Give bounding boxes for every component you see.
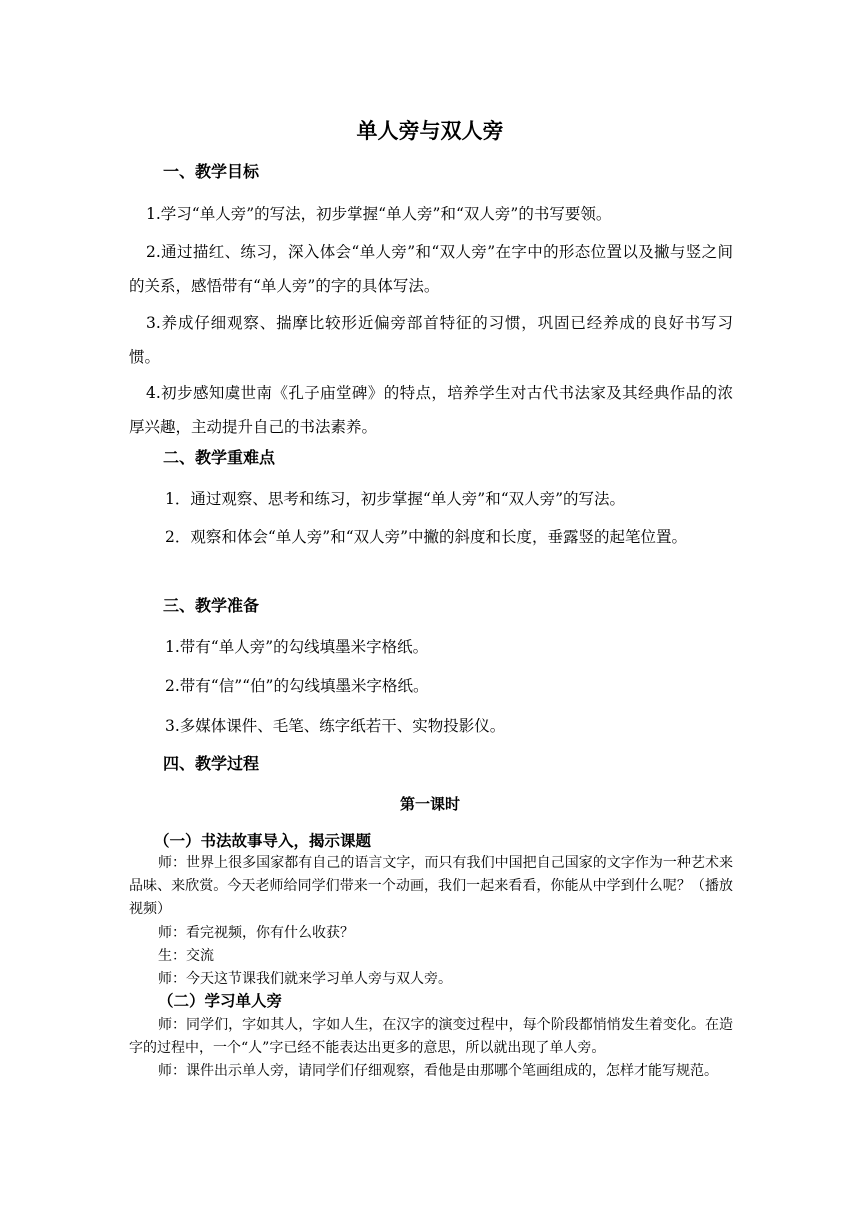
section-heading-preparation: 三、教学准备 [163, 596, 260, 615]
dialogue-line: 生：交流 [158, 948, 214, 964]
preparation-item-3: 3.多媒体课件、毛笔、练字纸若干、实物投影仪。 [165, 717, 506, 735]
key-point-item-1: 1．通过观察、思考和练习，初步掌握“单人旁”和“双人旁”的写法。 [165, 490, 626, 508]
goal-item-4: 4.初步感知虞世南《孔子庙堂碑》的特点，培养学生对古代书法家及其经典作品的浓厚兴趣，主动提升自己的书法素养。 [129, 384, 733, 436]
preparation-item-1: 1.带有“单人旁”的勾线填墨米字格纸。 [165, 638, 429, 656]
section-heading-process: 四、教学过程 [163, 754, 260, 773]
dialogue-line: 师：课件出示单人旁，请同学们仔细观察，看他是由那哪个笔画组成的，怎样才能写规范。 [158, 1063, 718, 1079]
section-heading-goals: 一、教学目标 [163, 162, 260, 181]
dialogue-line: 师：世界上很多国家都有自己的语言文字，而只有我们中国把自己国家的文字作为一种艺术来品味、来欣赏。今天老师给同学们带来一个动画，我们一起来看看，你能从中学到什么呢？（播放视频） [129, 855, 733, 917]
dialogue-line: 师：今天这节课我们就来学习单人旁与双人旁。 [158, 971, 452, 987]
lesson-title: 第一课时 [399, 795, 460, 813]
goal-item-3: 3.养成仔细观察、揣摩比较形近偏旁部首特征的习惯，巩固已经养成的良好书写习惯。 [129, 314, 733, 366]
section-heading-key-points: 二、教学重难点 [163, 448, 276, 467]
dialogue-line: 师：看完视频，你有什么收获？ [158, 925, 354, 941]
document-title: 单人旁与双人旁 [356, 119, 504, 143]
dialogue-line: 师：同学们，字如其人，字如人生，在汉字的演变过程中，每个阶段都悄悄发生着变化。在造字的过程中，一个“人”字已经不能表达出更多的意思，所以就出现了单人旁。 [129, 1017, 733, 1056]
subsection-heading-intro: （一）书法故事导入，揭示课题 [154, 832, 372, 850]
preparation-item-2: 2.带有“信”“伯”的勾线填墨米字格纸。 [165, 677, 429, 695]
goal-item-1: 1.学习“单人旁”的写法，初步掌握“单人旁”和“双人旁”的书写要领。 [146, 205, 612, 223]
subsection-heading-single-person-radical: （二）学习单人旁 [158, 992, 283, 1010]
goal-item-2: 2.通过描红、练习，深入体会“单人旁”和“双人旁”在字中的形态位置以及撇与竖之间的关系，感悟带有“单人旁”的字的具体写法。 [129, 243, 733, 295]
key-point-item-2: 2．观察和体会“单人旁”和“双人旁”中撇的斜度和长度，垂露竖的起笔位置。 [165, 528, 688, 546]
